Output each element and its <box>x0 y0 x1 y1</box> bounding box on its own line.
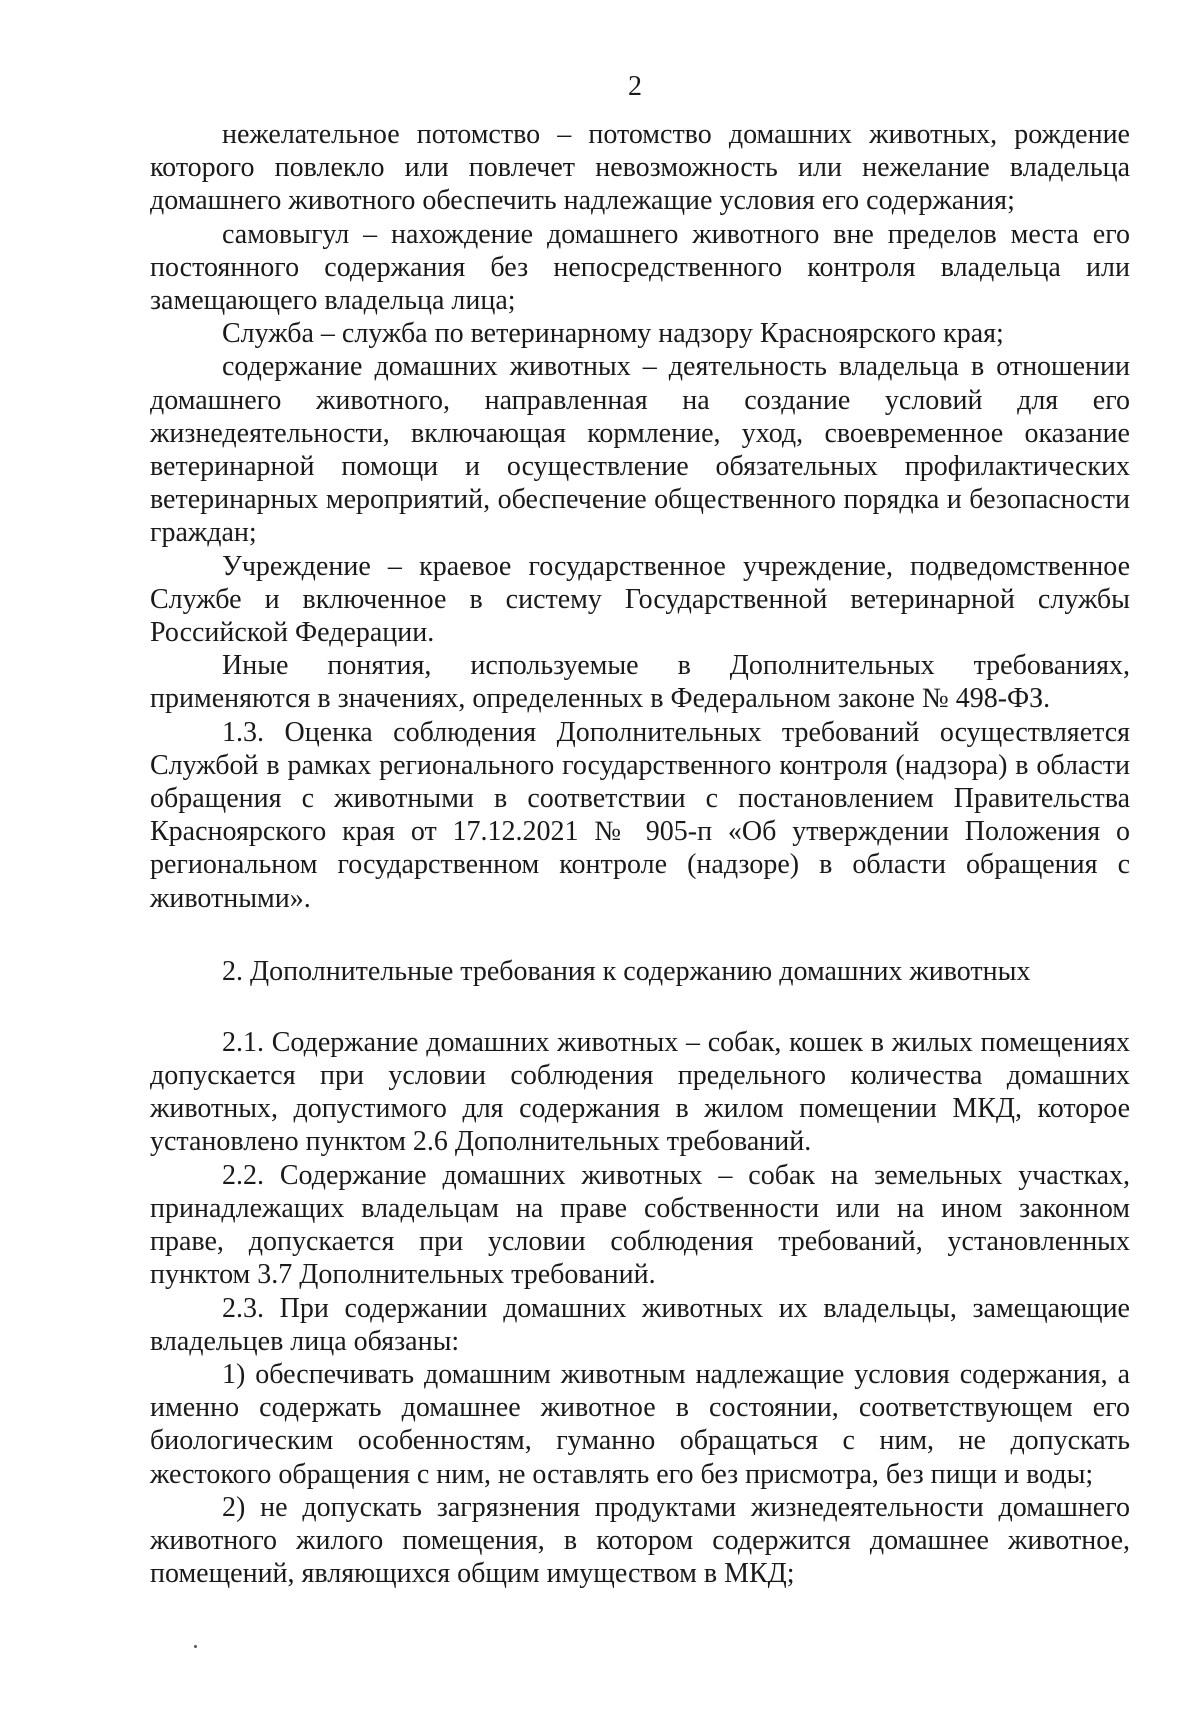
paragraph-1-3-compliance-assessment: 1.3. Оценка соблюдения Дополнительных требований осуществляется Службой в рамках регионального государственного контроля (надзора) в области обращения с животными в соответствии с постановлением Правительства Красноярского края от 17.12.2021 № 905-п «Об утверждении Положения о региональном государственном контроле (надзоре) в области обращения с животными». <box>150 716 1130 914</box>
document-body <box>150 118 1130 1590</box>
paragraph-definition-service: Служба – служба по ветеринарному надзору Красноярского края; <box>222 318 1004 350</box>
paragraph-definition-keeping-animals: содержание домашних животных – деятельность владельца в отношении домашнего животного, направленная на создание условий для его жизнедеятельности, включающая кормление, уход, своевременное оказание ветеринарной помощи и осуществление обязательных профилактических ветеринарных мероприятий, обеспечение общественного порядка и безопасности граждан; <box>150 351 1130 549</box>
paragraph-2-3-item-2: 2) не допускать загрязнения продуктами жизнедеятельности домашнего животного жилого помещения, в котором содержится домашнее животное, помещений, являющихся общим имуществом в МКД; <box>150 1491 1130 1590</box>
paragraph-2-3-item-1: 1) обеспечивать домашним животным надлежащие условия содержания, а именно содержать домашнее животное в состоянии, соответствующем его биологическим особенностям, гуманно обращаться с ним, не допускать жестокого обращения с ним, не оставлять его без присмотра, без пищи и воды; <box>150 1358 1130 1490</box>
paragraph-2-3: 2.3. При содержании домашних животных их владельцы, замещающие владельцев лица обязаны: <box>150 1292 1130 1357</box>
paragraph-2-2: 2.2. Содержание домашних животных – собак на земельных участках, принадлежащих владельцам на праве собственности или на ином законном праве, допускается при условии соблюдения требований, установленных пунктом 3.7 Дополнительных требований. <box>150 1159 1130 1291</box>
paragraph-definition-institution: Учреждение – краевое государственное учреждение, подведомственное Службе и включенное в систему Государственной ветеринарной службы Российской Федерации. <box>150 550 1130 649</box>
page-number: 2 <box>628 71 642 102</box>
paragraph-definition-unwanted-offspring: нежелательное потомство – потомство домашних животных, рождение которого повлекло или повлечет невозможность или нежелание владельца домашнего животного обеспечить надлежащие условия его содержания; <box>150 119 1130 217</box>
section-heading: 2. Дополнительные требования к содержанию домашних животных <box>222 955 1031 987</box>
scan-speck <box>194 1645 197 1648</box>
paragraph-other-concepts: Иные понятия, используемые в Дополнительных требованиях, применяются в значениях, определенных в Федеральном законе № 498-ФЗ. <box>150 650 1130 715</box>
paragraph-definition-free-roaming: самовыгул – нахождение домашнего животного вне пределов места его постоянного содержания без непосредственного контроля владельца или замещающего владельца лица; <box>150 218 1130 317</box>
paragraph-2-1: 2.1. Содержание домашних животных – собак, кошек в жилых помещениях допускается при условии соблюдения предельного количества домашних животных, допустимого для содержания в жилом помещении МКД, которое установлено пунктом 2.6 Дополнительных требований. <box>150 1026 1130 1158</box>
